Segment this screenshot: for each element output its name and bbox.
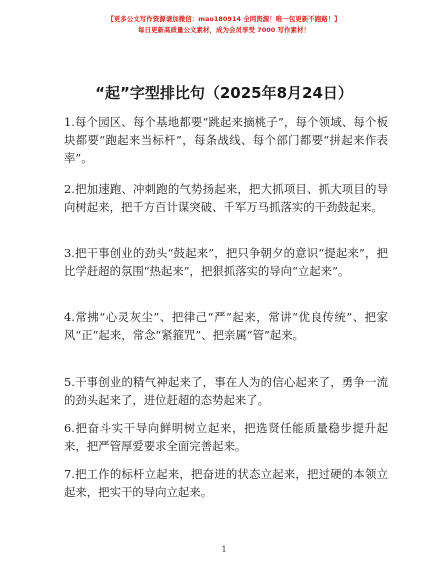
paragraph-5: 5.干事创业的精气神起来了，事在人为的信心起来了，勇争一流的劲头起来了，进位赶超的态势起来了。 [64,375,388,407]
paragraph-6: 6.把奋斗实干导向鲜明树立起来，把选贤任能质量稳步提升起来，把严管厚爱要求全面完善起来。 [64,421,388,453]
paragraph-1: 1.每个园区、每个基地都要“跳起来摘桃子”，每个领域、每个板块都要“跑起来当标杆”，每条战线、每个部门都要“拼起来作表率”。 [64,115,388,165]
paragraph-2: 2.把加速跑、冲刺跑的气势扬起来，把大抓项目、抓大项目的导向树起来，把千方百计谋突破、千军万马抓落实的干劲鼓起来。 [64,182,388,214]
document-title: “起”字型排比句（2025年8月24日） [95,84,353,102]
paragraph-3: 3.把干事创业的劲头“鼓起来”，把只争朝夕的意识“提起来”，把比学赶超的氛围“热起来”，把狠抓落实的导向“立起来”。 [64,246,388,278]
promo-banner-line-2: 每日更新高质量公文素材，成为会员享受 7000 写作素材！ [137,26,311,34]
paragraph-7: 7.把工作的标杆立起来，把奋进的状态立起来，把过硬的本领立起来，把实干的导向立起来。 [64,467,388,499]
promo-banner-line-1: 【更多公文写作资源请加微信：mao180914 全网资源！唯一包更新不跑路！】 [107,15,341,23]
page-number: 1 [221,545,227,554]
paragraph-4: 4.常拂“心灵灰尘”、把律己“严”起来，常讲“优良传统”、把家风“正”起来，常念“紧箍咒”、把亲属“管”起来。 [64,310,388,342]
